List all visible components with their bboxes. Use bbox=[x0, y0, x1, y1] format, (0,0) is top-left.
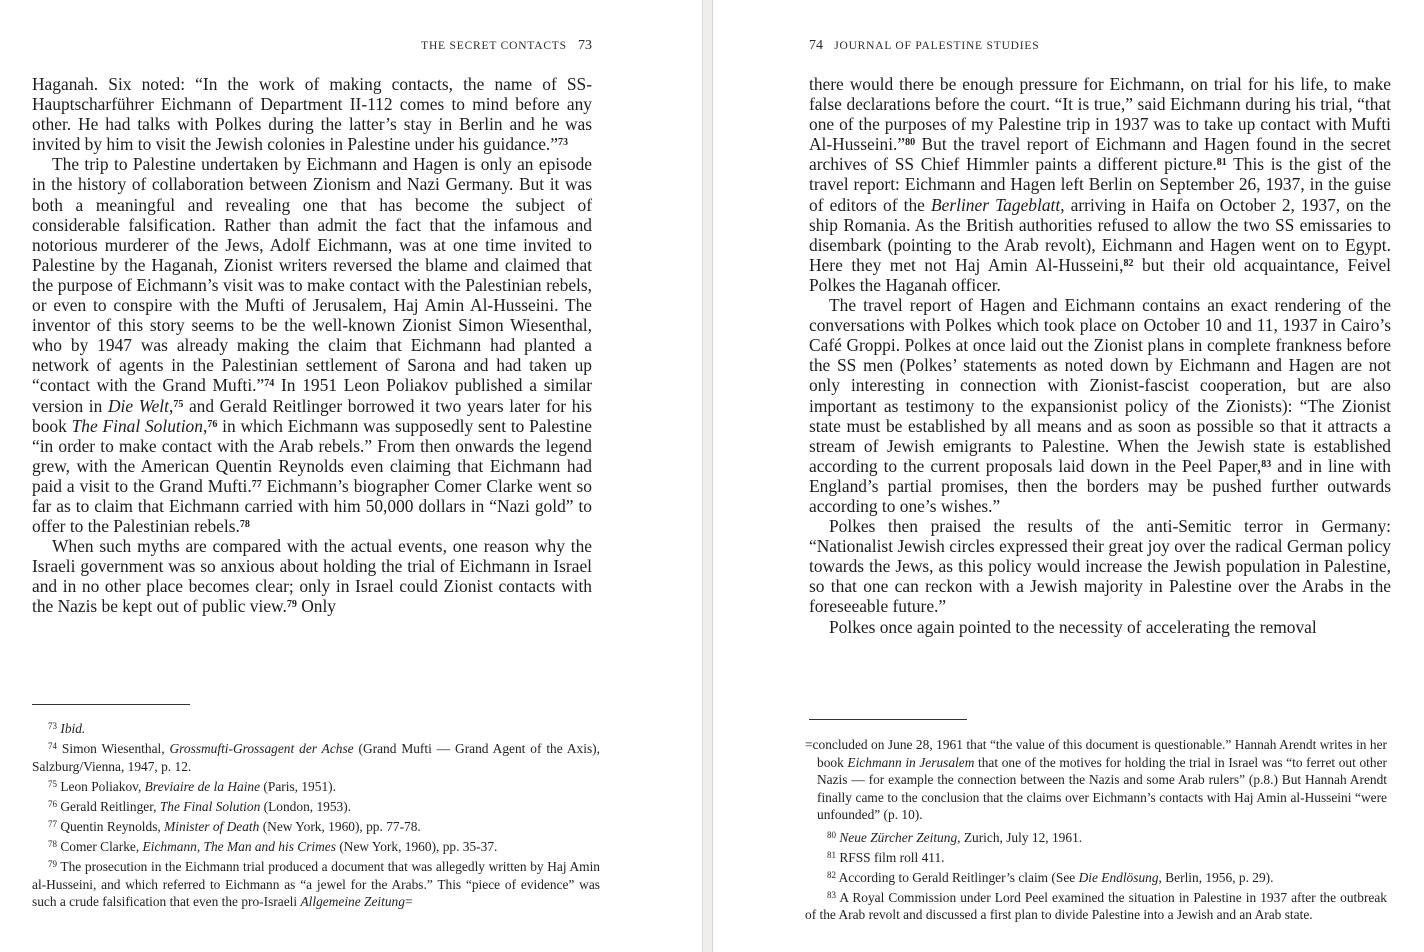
text-run: The prosecution in the Eichmann trial produced a document that was allegedly written by Haj Amin al-Husseini, and which referred to Eichmann as “a jewel for the Arabs.” This “piece of evidence” was such a crude falsification that even the pro-Israeli bbox=[32, 859, 600, 910]
right-page bbox=[713, 0, 1424, 952]
left-page bbox=[0, 0, 702, 952]
footnote bbox=[32, 818, 600, 836]
footnote bbox=[32, 858, 600, 911]
italic-title: The Final Solution bbox=[71, 415, 203, 436]
footnote bbox=[32, 838, 600, 856]
footnotes bbox=[32, 720, 600, 913]
footnote bbox=[805, 869, 1387, 887]
text-run: , arriving in Haifa on October 2, 1937, on the ship Romania. As the British authorities refused to allow the two SS emissaries to disembark (pointing to the Arab revolt), Eichmann and Hagen went on to Egypt. Here they met not Haj Amin Al-Husseini, bbox=[809, 194, 1392, 275]
paragraph bbox=[32, 536, 592, 616]
text-run: , Zurich, July 12, 1961. bbox=[957, 829, 1083, 845]
footnote-number: 76 bbox=[48, 798, 57, 809]
book-gutter bbox=[702, 0, 713, 952]
footnote-number: 80 bbox=[827, 829, 836, 840]
italic-title: Eichmann in Jerusalem bbox=[847, 754, 975, 770]
body-text bbox=[809, 74, 1391, 637]
text-run: , bbox=[168, 395, 174, 416]
running-head bbox=[809, 38, 1039, 54]
page-number: 74 bbox=[809, 38, 823, 53]
text-run: Polkes once again pointed to the necessity of accelerating the removal bbox=[829, 616, 1317, 637]
text-run: there would there be enough pressure for Eichmann, on trial for his life, to make false declarations before the court. “It is true,” said Eichmann during his trial, “that one of the purposes of my Palestine trip in 1937 was to take up contact with Mufti Al-Husseini.” bbox=[809, 74, 1391, 155]
italic-title: The Final Solution bbox=[159, 798, 261, 814]
text-run: Polkes then praised the results of the anti-Semitic terror in Germany: “Nationalist Jewish circles expressed their great joy over the radical German policy towards the Jews, as this policy would increase the Jewish population in Palestine, so that one can reckon with a Jewish majority in Palestine over the Arabs in the foreseeable future.” bbox=[809, 516, 1391, 617]
italic-title: Die Endlösung bbox=[1078, 869, 1159, 885]
footnote-continuation bbox=[805, 736, 1387, 824]
footnote-reference: 79 bbox=[286, 599, 297, 611]
paragraph bbox=[809, 74, 1391, 295]
footnote-number: 82 bbox=[827, 869, 836, 880]
page-number: 73 bbox=[578, 38, 592, 53]
footnote-separator bbox=[32, 704, 190, 705]
footnote-number: 78 bbox=[48, 838, 57, 849]
text-run: and in line with England’s partial promises, then the borders may be pushed further outwards according to one’s wishes.” bbox=[809, 455, 1391, 516]
italic-title: Die Welt bbox=[107, 395, 169, 416]
footnote bbox=[805, 849, 1387, 867]
footnote-number: 83 bbox=[827, 889, 836, 900]
text-run: The trip to Palestine undertaken by Eichmann and Hagen is only an episode in the history of collaboration between Zionism and Nazi Germany. But it was both a meaningful and revealing one that has become the subject of considerable falsification. Rather than admit the fact that the infamous and notorious murderer of the Jews, Adolf Eichmann, was at one time invited to Palestine by the Haganah, Zionist writers reversed the blame and claimed that the purpose of Eichmann’s visit was to make contact with the Palestinian rebels, or even to conspire with the Mufti of Jerusalem, Haj Amin Al-Husseini. The inventor of this story seems to be the well-known Zionist Simon Wiesenthal, who by 1947 was already making the claim that Eichmann had planted a network of agents in the Palestinian settlement of Sarona and had taken up “contact with the Grand Mufti.” bbox=[32, 154, 592, 396]
text-run: Comer Clarke, bbox=[60, 838, 143, 854]
footnote-reference: 76 bbox=[207, 418, 218, 430]
text-run: , bbox=[202, 415, 208, 436]
text-run: Quentin Reynolds, bbox=[60, 818, 165, 834]
body-text bbox=[32, 74, 592, 617]
footnote bbox=[805, 829, 1387, 847]
italic-title: Allgemeine Zeitung bbox=[300, 894, 405, 910]
text-run: that one of the motives for holding the trial in Israel was “to ferret out other Nazis — for example the connection between the Nazis and some Arab rulers” (p.8.) But Hannah Arendt finally came to the conclusion that the claims over Eichmann’s contacts with Haj Amin al-Husseini “were unfounded” (p. 10). bbox=[817, 754, 1387, 822]
footnote-number: 77 bbox=[48, 818, 57, 829]
text-run: A Royal Commission under Lord Peel examined the situation in Palestine in 1937 after the outbreak of the Arab revolt and discussed a first plan to divide Palestine into a Jewish and an Arab state. bbox=[805, 889, 1387, 923]
text-run: but their old acquaintance, Feivel Polkes the Haganah officer. bbox=[809, 254, 1391, 295]
running-head bbox=[421, 38, 592, 54]
footnote-reference: 80 bbox=[905, 137, 916, 149]
italic-title: Berliner Tageblatt bbox=[931, 194, 1061, 215]
footnote bbox=[32, 798, 600, 816]
text-run: = bbox=[404, 894, 413, 910]
footnote-separator bbox=[809, 719, 967, 720]
paragraph bbox=[809, 295, 1391, 516]
text-run: (New York, 1960), pp. 35-37. bbox=[335, 838, 498, 854]
text-run: This is the gist of the travel report: Eichmann and Hagen left Berlin on September 26, 1937, in the guise of editors of the bbox=[809, 154, 1391, 215]
italic-title: Neue Zürcher Zeitung bbox=[839, 829, 958, 845]
text-run: Haganah. Six noted: “In the work of making contacts, the name of SS-Hauptscharführer Eichmann of Department II-112 comes to mind before any other. He had talks with Polkes during the latter’s stay in Berlin and he was invited by him to visit the Jewish colonies in Palestine under his guidance.” bbox=[32, 74, 592, 155]
footnote-reference: 75 bbox=[173, 398, 184, 410]
text-run: (New York, 1960), pp. 77-78. bbox=[259, 818, 421, 834]
footnote bbox=[32, 740, 600, 775]
footnote-number: 75 bbox=[48, 778, 57, 789]
text-run: Leon Poliakov, bbox=[60, 778, 145, 794]
footnote-reference: 77 bbox=[251, 478, 262, 490]
text-run: Only bbox=[296, 596, 336, 617]
text-run: Simon Wiesenthal, bbox=[61, 741, 170, 757]
text-run: in which Eichmann was supposedly sent to Palestine “in order to make contact with the Arab rebels.” From then onwards the legend grew, with the American Quentin Reynolds even claiming that Eichmann had paid a visit to the Grand Mufti. bbox=[32, 415, 592, 496]
footnote-reference: 78 bbox=[239, 519, 250, 531]
text-run: But the travel report of Eichmann and Hagen found in the secret archives of SS Chief Himmler paints a different picture. bbox=[809, 134, 1391, 175]
italic-title: Minister of Death bbox=[164, 818, 260, 834]
footnote-reference: 82 bbox=[1123, 257, 1134, 269]
text-run: (Paris, 1951). bbox=[260, 778, 336, 794]
text-run: RFSS film roll 411. bbox=[839, 849, 945, 865]
footnote bbox=[32, 720, 600, 738]
footnote-reference: 83 bbox=[1261, 458, 1272, 470]
footnote-number: 73 bbox=[48, 721, 57, 731]
italic-title: Eichmann, The Man and his Crimes bbox=[142, 838, 336, 854]
footnote bbox=[32, 778, 600, 796]
text-run: (Grand Mufti — Grand Agent of the Axis), Salzburg/Vienna, 1947, p. 12. bbox=[32, 741, 600, 774]
paragraph bbox=[809, 617, 1391, 637]
footnote bbox=[805, 889, 1387, 924]
italic-title: Grossmufti-Grossagent der Achse bbox=[169, 741, 354, 757]
text-run: =concluded on June 28, 1961 that “the value of this document is questionable.” Hannah Arendt writes in her book bbox=[805, 737, 1387, 770]
text-run: , Berlin, 1956, p. 29). bbox=[1158, 869, 1274, 885]
paragraph bbox=[32, 154, 592, 536]
footnote-number: 79 bbox=[48, 859, 57, 870]
text-run: and Gerald Reitlinger borrowed it two years later for his book bbox=[32, 395, 593, 436]
footnote-reference: 73 bbox=[557, 137, 568, 149]
text-run: In 1951 Leon Poliakov published a similar version in bbox=[32, 375, 592, 416]
running-head-title: THE SECRET CONTACTS bbox=[421, 40, 567, 52]
text-run: The travel report of Hagen and Eichmann contains an exact rendering of the conversations with Polkes which took place on October 10 and 11, 1937 in Cairo’s Café Groppi. Polkes at once laid out the Zionist plans in complete frankness before the SS men (Polkes’ statements as noted down by Eichmann and Hagen are not only interesting in connection with Zionist-fascist cooperation, but are also important as testimony to the expansionist policy of the Zionists): “The Zionist state must be established by all means and as soon as possible so that it attracts a stream of Jewish emigrants to Palestine. When the Jewish state is established according to the current proposals laid down in the Peel Paper, bbox=[809, 295, 1391, 476]
italic-title: Breviaire de la Haine bbox=[144, 778, 261, 794]
footnote-reference: 81 bbox=[1216, 157, 1227, 169]
footnotes bbox=[805, 736, 1387, 926]
footnote-number: 74 bbox=[48, 741, 57, 752]
paragraph bbox=[809, 516, 1391, 616]
text-run: Gerald Reitlinger, bbox=[60, 798, 160, 814]
footnote-number: 81 bbox=[827, 849, 836, 860]
footnote-reference: 74 bbox=[264, 378, 275, 390]
text-run: (London, 1953). bbox=[260, 798, 352, 814]
running-head-title: JOURNAL OF PALESTINE STUDIES bbox=[834, 40, 1040, 52]
text-run: When such myths are compared with the actual events, one reason why the Israeli government was so anxious about holding the trial of Eichmann in Israel and in no other place becomes clear; only in Israel could Zionist contacts with the Nazis be kept out of public view. bbox=[32, 536, 592, 617]
text-run: Eichmann’s biographer Comer Clarke went so far as to claim that Eichmann carried with him 50,000 dollars in “Nazi gold” to offer to the Palestinian rebels. bbox=[32, 475, 592, 537]
text-run: According to Gerald Reitlinger’s claim (See bbox=[838, 869, 1079, 885]
paragraph bbox=[32, 74, 592, 154]
italic-title: Ibid. bbox=[60, 721, 86, 736]
